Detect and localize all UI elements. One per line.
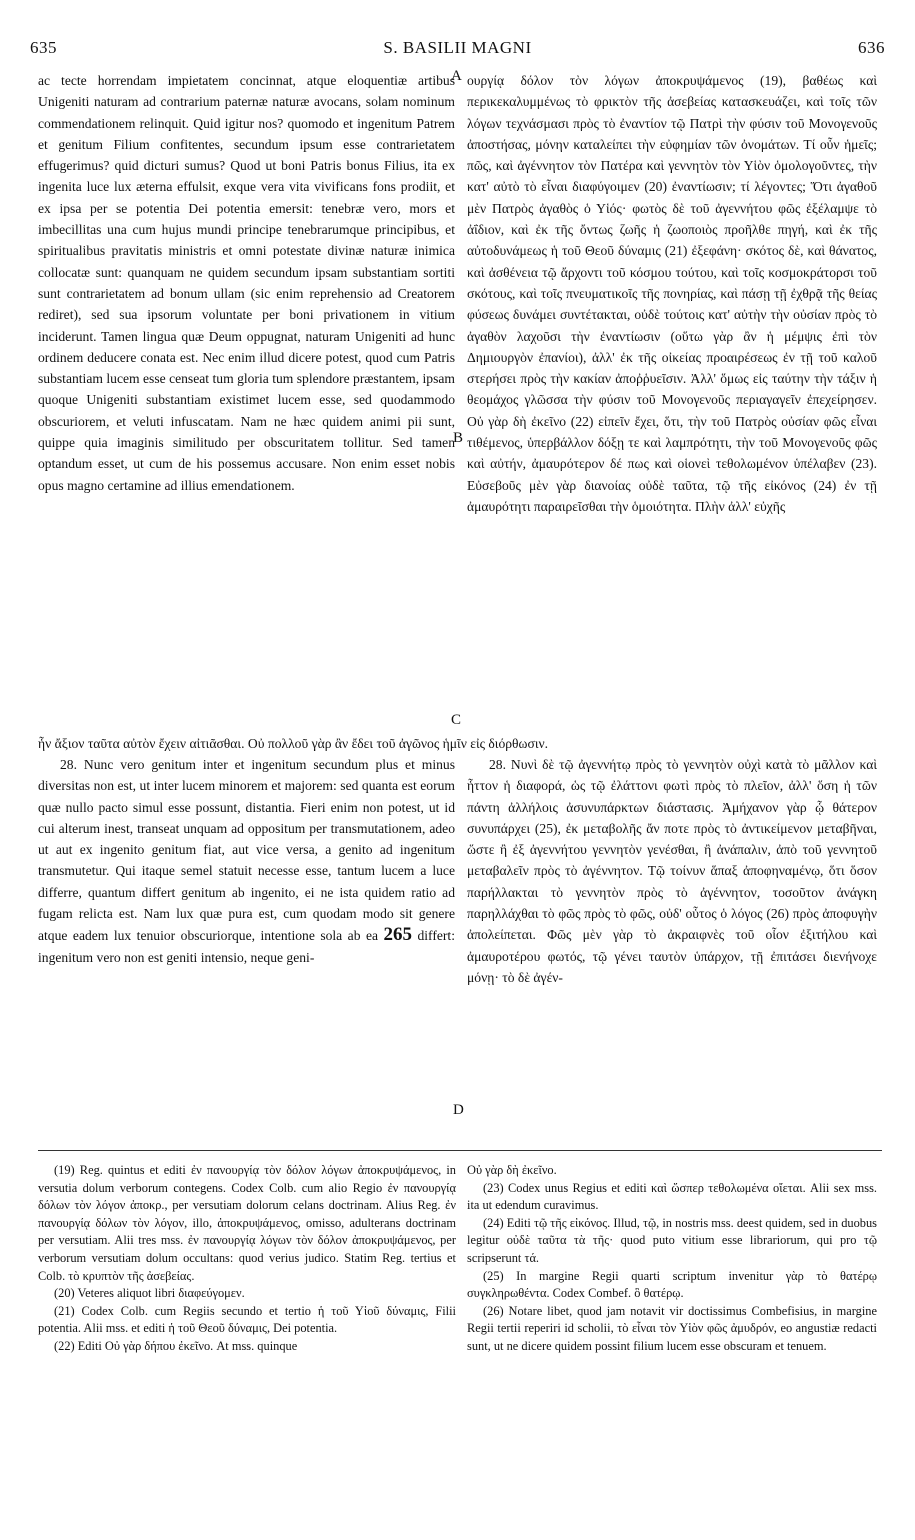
latin-column-bottom: [38, 754, 455, 968]
section-number-latin: 28.: [60, 757, 77, 772]
footnote-continuation: Οὐ γὰρ δὴ ἐκεῖνο.: [467, 1163, 557, 1177]
latin-paragraph-28-text: Nunc vero genitum inter et ingenitum secundum plus et minus diversitas non est, ut inter lucem minorem et majorem: sed quanta est eorum quæ nullo pacto simul esse possunt, distantia. Fieri enim non potest, ut id cui alterum inest, transeat unquam ad oppositum per transmutationem, adeo ut aut ex ingenito genitum fiat, aut vice versa, a genito ad ingenitum transmutetur. Qui itaque semel statuit necesse esse, tantum lucem a luce differre, quantum differt genitum ab ingenito, ei ne ista quidem ratio ad fugam relicta est. Nam lux quæ pura est, cum quodam modo sit genere atque eadem lux tenuior obscuriorque, intentione sola ab ea: [38, 757, 455, 944]
footnote: (23) Codex unus Regius et editi καὶ ὥσπερ τεθολωμένα οἴεται. Alii sex mss. ita ut edendum curavimus.: [467, 1180, 877, 1213]
footnote: (26) Notare libet, quod jam notavit vir doctissimus Combefisius, in margine Regii tertii reperiri id scholii, τὸ εἶναι τὸν Υἱὸν φῶς ἀμυδρόν, eo angustiæ redacti sunt, ut ne dicere quidem possint filium lucem esse obscuram et tenuem.: [467, 1303, 877, 1353]
bold-page-reference: 265: [383, 924, 413, 946]
footnote: (25) In margine Regii quarti scriptum invenitur γὰρ τὸ θατέρῳ συγκληρωθέντα. Codex Combef. ὃ θατέρῳ.: [467, 1268, 877, 1301]
footnote: (24) Editi τῷ τῆς εἰκόνος. Illud, τῷ, in nostris mss. deest quidem, sed in duobus legitur οὐδὲ ταῦτα τὰ τῆς· quod puto vitium esse librariorum, qui pro τῷ scripserunt τά.: [467, 1215, 877, 1265]
latin-paragraph-28-end: differt: ingenitum vero non est geniti intensio, neque geni-: [38, 928, 455, 965]
section-number-greek: 28.: [489, 757, 506, 772]
latin-paragraph-28: [38, 754, 455, 968]
footnote: (20) Veteres aliquot libri διαφεύγομεν.: [54, 1286, 245, 1301]
greek-column-top: [467, 70, 877, 517]
latin-column-top: [38, 70, 455, 496]
footnote: (22) Editi Οὐ γὰρ δήπου ἐκεῖνο. At mss. quinque: [54, 1338, 298, 1353]
page-number-left: 635: [30, 38, 57, 57]
page-number-right: 636: [858, 38, 885, 57]
margin-marker-d: D: [453, 1102, 464, 1118]
greek-column-bottom: [467, 754, 877, 988]
greek-paragraph-28: [467, 754, 877, 988]
footnote: (19) Reg. quintus et editi ἐν πανουργίᾳ τὸν δόλον λόγων ἀποκρυψάμενος, in versutia dolum verborum contegens. Codex Colb. cum alio Regio ἐν πανουργίᾳ δόλων τὸν λόγον ἀποκρ., per versutiam dolorum celans doctrinam. Alius Reg. ἐν πανουργίᾳ δόλων τὸν λόγον, illo, ἀποκρυψάμενος, omisso, adulterans doctrinam per versutiam. Alii tres mss. ἐν πανουργίᾳ λόγων τὸν δόλον ἀποκρυψάμενος, per verborum versutiam dolum occultans: quod verius judico. Statim Reg. tertius et Colb. τὸ κρυπτὸν τῆς ἀσεβείας.: [38, 1163, 456, 1283]
margin-marker-b: B: [453, 430, 464, 446]
margin-marker-c: C: [451, 712, 462, 728]
footnotes-left: [38, 1162, 456, 1356]
latin-paragraph-27: ac tecte horrendam impietatem concinnat, atque eloquentiæ artibus Unigeniti naturam ad contrarium paternæ naturæ avocans, solam nominum commendationem relinquit. Quid igitur nos? quomodo et ingenitum Patrem et genitum Filium confitentes, secundum ipsum esse contrarietatem effugerimus? quid dicturi sumus? Quod ut boni Patris bonus Filius, ita ex ingenita luce lux æterna effulsit, exque vera vita vivificans fons prodiit, et ex ipsa per se potentia Dei potentia emersit: tenebræ vero, mors et imbecillitas una cum hujus mundi principe tenebrarumque principibus, et spiritualibus pravitatis ministris et omni potestate divinæ naturæ inimica collocatæ sunt: quanquam ne quidem secundum ipsam substantiam sortiti sunt contrarietatem ad bonum ullam (sic enim reprehensio ad Creatorem rediret), sed sua ipsorum voluntate per boni privationem in vitium inciderunt. Tamen lingua quæ Deum oppugnat, naturam Unigeniti ad hunc ordinem deducere conata est. Nec enim illud dicere potest, quod cum Patris substantiam lucem esse censeat tum gloria tum splendore præstantem, ipsam quoque Unigeniti substantiam existimet lucem esse, sed quodammodo obscuriorem, et veluti infuscatam. Nam ne hæc quidem animi pii sunt, quippe quia imaginis similitudo per obscuritatem tollitur. Sed tamen optandum esset, ut cum de his possemus accusare. Non enim esset nobis opus magno certamine ad illius emendationem.: [38, 73, 455, 493]
greek-paragraph-28-text: Νυνὶ δὲ τῷ ἀγεννήτῳ πρὸς τὸ γεννητὸν οὐχὶ κατὰ τὸ μᾶλλον καὶ ἧττον ἡ διαφορά, ὡς τῷ ἐλάττονι φωτὶ πρὸς τὸ πλεῖον, ἀλλ' ὅση ἡ τῶν πάντη ἀλλήλοις ἀσυνυπάρκτων διάστασις. Ἀμήχανον γὰρ ᾧ θάτερον συνυπάρχει (25), ἐκ μεταβολῆς ἄν ποτε πρὸς τὸ ἀντικείμενον μεταβῆναι, ὥστε ἢ ἐξ ἀγεννήτου γεννητὸν γενέσθαι, ἢ ἀνάπαλιν, ἀπὸ τοῦ γεννητοῦ μεταβαλεῖν πρὸς τὸ ἀγέννητον. Τῷ τοίνυν ἅπαξ ἀποφηναμένῳ, ὅτι ὅσον παρήλλακται τὸ γεννητὸν πρὸς τὸ ἀγέννητον, τοσοῦτον ἀνάγκη παρηλλάχθαι τὸ φῶς πρὸς τὸ φῶς, οὐδ' οὗτος ὁ λόγος (26) πρὸς ἀποφυγὴν ἀπολείπεται. Φῶς μὲν γὰρ τὸ ἀκραιφνὲς τοῦ οἷον ἐξιτήλου καὶ ἀμαυροτέρου φωτός, τῷ γένει ταυτὸν ὑπάρχον, τῇ ἐπιτάσει διενήνοχε μόνῃ· τὸ δὲ ἀγέν-: [467, 757, 878, 985]
footnotes-right: [467, 1162, 877, 1356]
footnote-divider: [38, 1150, 882, 1151]
footnote: (21) Codex Colb. cum Regiis secundo et tertio ἡ τοῦ Υἱοῦ δύναμις, Filii potentia. Alii mss. et editi ἡ τοῦ Θεοῦ δύναμις, Dei potentia.: [38, 1303, 456, 1336]
running-title: S. BASILII MAGNI: [383, 38, 532, 57]
greek-paragraph-27: ουργίᾳ δόλον τὸν λόγων ἀποκρυψάμενος (19), βαθέως καὶ περικεκαλυμμένως τὸ φρικτὸν τῆς ἀσεβείας κατασκευάζει, καὶ τοῖς τῶν λόγων τεχνάσμασι πρὸς τὸ ἐναντίον τῷ Πατρὶ τὴν φύσιν τοῦ Μονογενοῦς ἀποστήσας, μόνην καταλείπει τὴν εὐφημίαν τῶν ὀνομάτων. Τί οὖν ἡμεῖς; πῶς, καὶ ἀγέννητον τὸν Πατέρα καὶ γεννητὸν τὸν Υἱὸν ὁμολογοῦντες, τὴν κατ' αὐτὸ τὸ εἶναι διαφύγοιμεν (20) ἐναντίωσιν; τί λέγοντες; Ὅτι ἀγαθοῦ μὲν Πατρὸς ἀγαθὸς ὁ Υἱός· φωτὸς δὲ τοῦ ἀγεννήτου φῶς ἐξέλαμψε τὸ ἀΐδιον, καὶ ἐκ τῆς ὄντως ζωῆς ἡ ζωοποιὸς προῆλθε πηγή, καὶ ἐκ τῆς αὐτοδυνάμεως ἡ τοῦ Θεοῦ δύναμις (21) ἐξεφάνη· σκότος δὲ, καὶ θάνατος, καὶ ἀσθένεια τῷ ἄρχοντι τοῦ κόσμου τούτου, καὶ τοῖς κοσμοκράτορσι τοῦ σκότους, καὶ τοῖς πνευματικοῖς τῆς πονηρίας, καὶ πάσῃ τῇ ἐχθρᾷ τῆς θείας φύσεως δυνάμει συντέτακται, οὐδὲ τούτοις κατ' αὐτὴν τὴν οὐσίαν πρὸς τὸ ἀγαθὸν λαχοῦσι τὴν ἐναντίωσιν (οὕτω γὰρ ἂν ἡ μέμψις ἐπὶ τὸν Δημιουργὸν ἐπανίοι), ἀλλ' ἐκ τῆς οἰκείας προαιρέσεως ἐν τῇ τοῦ καλοῦ στερήσει πρὸς τὴν κακίαν ἀποῤῥυεῖσιν. Ἀλλ' ὅμως εἰς ταύτην τὴν τάξιν ἡ θεομάχος γλῶσσα τὴν φύσιν τοῦ Μονογενοῦς περιαγαγεῖν ἐπεχείρησεν. Οὐ γὰρ δὴ ἐκεῖνο (22) εἰπεῖν ἔχει, ὅτι, τὴν τοῦ Πατρὸς οὐσίαν φῶς εἶναι τιθέμενος, ὑπερβάλλον δόξῃ τε καὶ λαμπρότητι, τὴν τοῦ Μονογενοῦς φῶς καὶ αὐτήν, ἀμαυρότερον δέ πως καὶ οἱονεὶ τεθολωμένον ὑπέλαβεν (23). Εὐσεβοῦς μὲν γὰρ διανοίας οὐδὲ ταῦτα, τῷ τῆς εἰκόνος (24) ἐν τῇ ἀμαυρότητι παραιρεῖσθαι τὴν ὁμοιότητα. Πλὴν ἀλλ' εὐχῆς: [467, 73, 877, 514]
greek-crossline: ἦν ἄξιον ταῦτα αὐτὸν ἔχειν αἰτιᾶσθαι. Οὐ πολλοῦ γὰρ ἂν ἔδει τοῦ ἀγῶνος ἡμῖν εἰς διόρθωσιν.: [38, 736, 549, 751]
margin-marker-a: A: [451, 68, 462, 84]
